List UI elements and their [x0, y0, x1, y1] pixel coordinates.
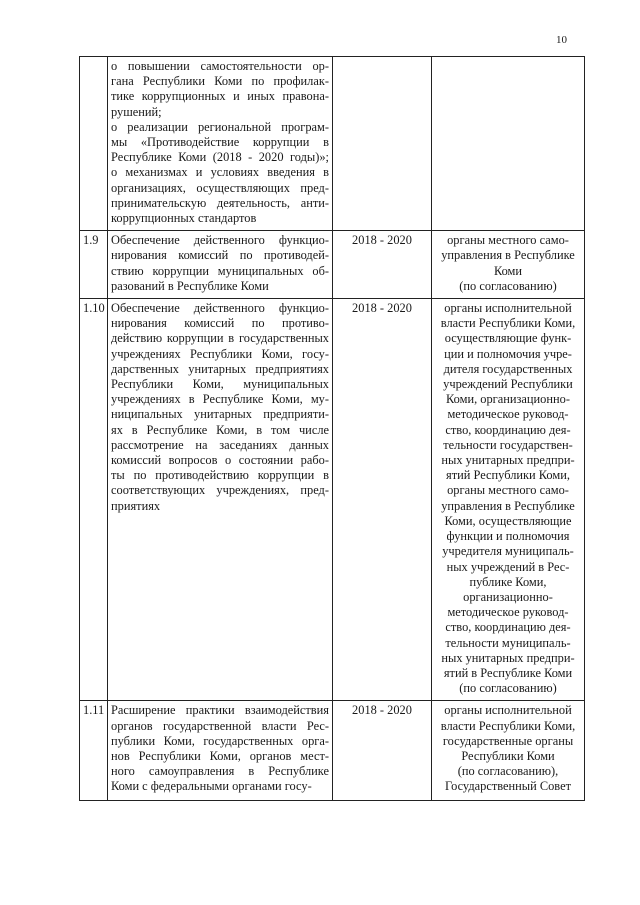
executor-line: методическое руковод-	[447, 407, 569, 422]
table-row	[80, 231, 585, 299]
executor-line: ство, координацию дея-	[445, 620, 571, 635]
executor-line: осуществляющие функ-	[444, 331, 572, 346]
description-line: рассмотрение на заседаниях данных	[111, 437, 329, 452]
deadline: 2018 - 2020	[333, 299, 432, 701]
table-row	[80, 701, 585, 801]
table-row	[80, 57, 585, 231]
description-line: Коми с федеральными органами госу-	[111, 779, 312, 794]
description-line: коррупционных стандартов	[111, 211, 257, 226]
description-line: о повышении самостоятельности ор-	[111, 59, 329, 73]
executor-line: (по согласованию)	[459, 278, 557, 293]
description-line: о механизмах и условиях введения в	[111, 165, 329, 180]
description-line: Республики Коми, муниципальных	[111, 377, 329, 392]
description-line: учреждениях Республики Коми, госу-	[111, 346, 329, 361]
description-line: нирования комиссий по противодей-	[111, 248, 329, 263]
executor-line: тельности государствен-	[443, 437, 573, 452]
responsible-executors	[432, 701, 585, 801]
description-line: Обеспечение действенного функцио-	[111, 301, 329, 316]
description-line: мы «Противодействие коррупции в	[111, 135, 329, 150]
executor-line: (по согласованию)	[459, 681, 557, 696]
executor-line: органы местного само-	[447, 233, 569, 248]
executor-line: ятий в Республике Коми	[443, 665, 573, 680]
description-line: ты по противодействию коррупции в	[111, 468, 329, 483]
row-number: 1.10	[80, 299, 108, 701]
description-line: нов Республики Коми, органов мест-	[111, 748, 329, 763]
description-line: публики Коми, государственных орга-	[111, 733, 329, 748]
executor-line: органы местного само-	[447, 483, 569, 498]
executor-line: власти Республики Коми,	[440, 718, 576, 733]
description-line: Обеспечение действенного функцио-	[111, 233, 329, 248]
executor-line: власти Республики Коми,	[440, 316, 576, 331]
measure-description	[108, 231, 333, 299]
measure-description	[108, 299, 333, 701]
executor-line: Государственный Совет	[445, 779, 571, 794]
executor-line: ных унитарных предпри-	[441, 650, 575, 665]
executor-line: государственные органы	[442, 733, 574, 748]
row-number: 1.11	[80, 701, 108, 801]
row-number: 1.9	[80, 231, 108, 299]
description-line: о реализации региональной програм-	[111, 119, 329, 134]
executor-line: ных унитарных предпри-	[441, 453, 575, 468]
description-line: ях в Республике Коми, в том числе	[111, 422, 329, 437]
executor-line: органы исполнительной	[444, 301, 572, 316]
description-line: учреждениях в Республике Коми, му-	[111, 392, 329, 407]
measures-table-body	[80, 57, 585, 801]
deadline: 2018 - 2020	[333, 701, 432, 801]
measures-table	[79, 56, 585, 801]
executor-line: публике Коми,	[469, 574, 547, 589]
description-line: органов государственной власти Рес-	[111, 718, 329, 733]
executor-line: Республики Коми	[461, 748, 555, 763]
executor-line: ство, координацию дея-	[445, 422, 571, 437]
description-line: разований в Республике Коми	[111, 278, 269, 293]
description-line: Республике Коми (2018 - 2020 годы)»;	[111, 150, 329, 165]
executor-line: органы исполнительной	[444, 703, 572, 718]
description-line: ствию коррупции муниципальных об-	[111, 263, 329, 278]
description-line: дарственных унитарных предприятиях	[111, 361, 329, 376]
measure-description	[108, 57, 333, 231]
executor-line: организационно-	[463, 589, 553, 604]
executor-line: дителя государственных	[443, 361, 573, 376]
executor-line: управления в Республике	[441, 498, 575, 513]
deadline: 2018 - 2020	[333, 231, 432, 299]
executor-line: учреждений Республики	[443, 377, 573, 392]
description-line: принимательскую деятельность, анти-	[111, 195, 329, 210]
deadline	[333, 57, 432, 231]
description-line: комиссий вопросов о состоянии рабо-	[111, 453, 329, 468]
executor-line: Коми, осуществляющие	[444, 513, 572, 528]
description-line: рушений;	[111, 104, 162, 119]
executor-line: Коми, организационно-	[446, 392, 570, 407]
executor-line: ции и полномочия учре-	[444, 346, 572, 361]
executor-line: учредителя муниципаль-	[442, 544, 574, 559]
description-line: организациях, осуществляющих пред-	[111, 180, 329, 195]
executor-line: ных учреждений в Рес-	[446, 559, 570, 574]
description-line: нирования комиссий по противо-	[111, 316, 329, 331]
executor-line: методическое руковод-	[447, 605, 569, 620]
executor-line: ятий Республики Коми,	[446, 468, 570, 483]
description-line: ного самоуправления в Республике	[111, 764, 329, 779]
description-line: тике коррупционных и иных правона-	[111, 89, 329, 104]
responsible-executors	[432, 231, 585, 299]
table-row	[80, 299, 585, 701]
executor-line: тельности муниципаль-	[445, 635, 571, 650]
description-line: гана Республики Коми по профилак-	[111, 74, 329, 89]
description-line: ниципальных унитарных предприяти-	[111, 407, 329, 422]
description-line: Расширение практики взаимодействия	[111, 703, 329, 718]
executor-line: Коми	[493, 263, 523, 278]
row-number	[80, 57, 108, 231]
responsible-executors	[432, 57, 585, 231]
executor-line: (по согласованию),	[457, 764, 559, 779]
measure-description	[108, 701, 333, 801]
executor-line: управления в Республике	[441, 248, 575, 263]
description-line: действию коррупции в государственных	[111, 331, 329, 346]
description-line: соответствующих учреждениях, пред-	[111, 483, 329, 498]
executor-line: функции и полномочия	[446, 529, 570, 544]
responsible-executors	[432, 299, 585, 701]
page-number: 10	[556, 34, 567, 46]
description-line: приятиях	[111, 498, 161, 513]
